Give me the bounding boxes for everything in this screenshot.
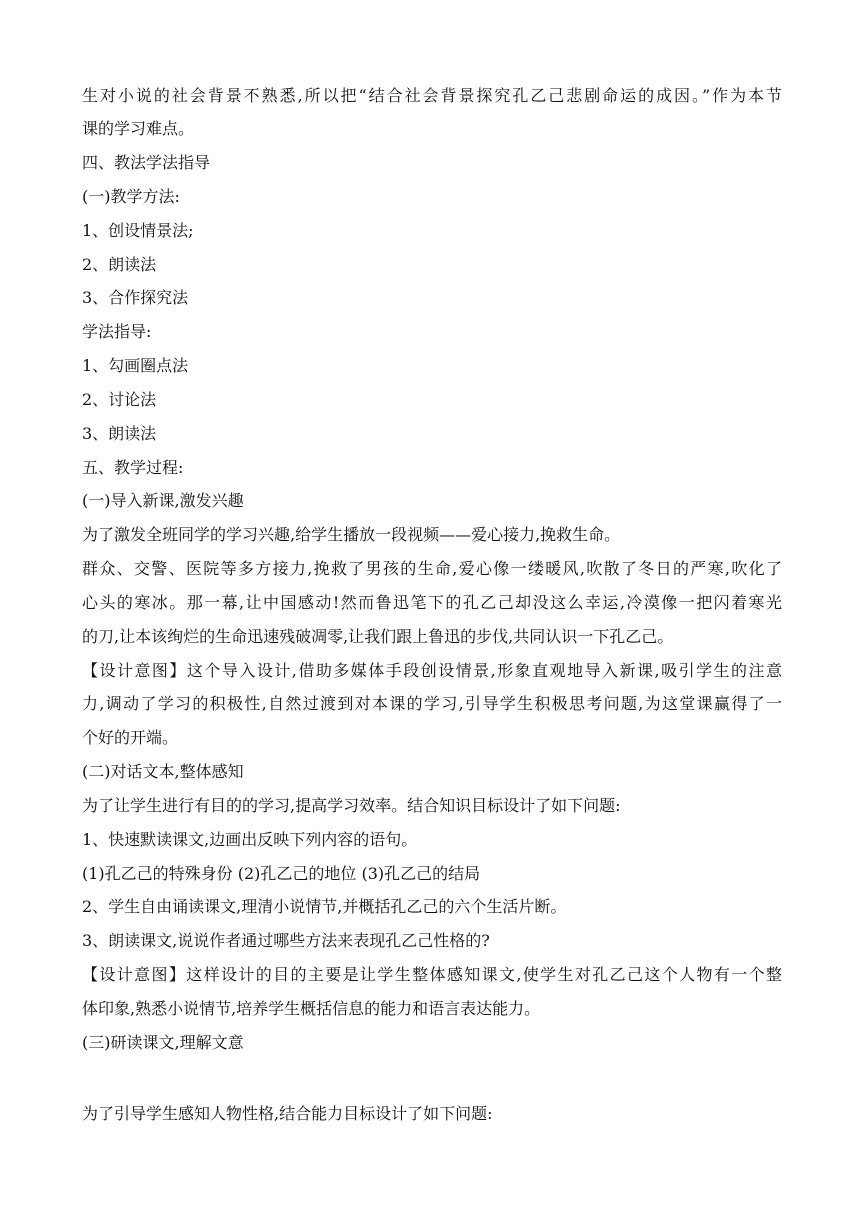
list-item: 1、勾画圈点法: [82, 356, 189, 375]
paragraph-line: 心头的寒冰。那一幕,让中国感动!然而鲁迅笔下的孔乙己却没这么幸运,冷漠像一把闪着寒光: [82, 593, 782, 612]
design-intent-line: 【设计意图】这个导入设计,借助多媒体手段创设情景,形象直观地导入新课,吸引学生的注意: [82, 661, 782, 680]
paragraph-line: 力,调动了学习的积极性,自然过渡到对本课的学习,引导学生积极思考问题,为这堂课赢得了一: [82, 694, 782, 713]
subsection-heading: (一)导入新课,激发兴趣: [82, 491, 244, 510]
list-item: 2、讨论法: [82, 390, 157, 409]
list-item: 3、合作探究法: [82, 288, 189, 307]
list-item: 1、创设情景法;: [82, 221, 194, 240]
list-item: 2、学生自由诵读课文,理清小说情节,并概括孔乙己的六个生活片断。: [82, 897, 567, 916]
paragraph-line: 生对小说的社会背景不熟悉,所以把“结合社会背景探究孔乙己悲剧命运的成因。”作为本节: [82, 86, 782, 105]
design-intent-line: 【设计意图】这样设计的目的主要是让学生整体感知课文,使学生对孔乙己这个人物有一个整: [82, 965, 782, 984]
paragraph-line: 群众、交警、医院等多方接力,挽救了男孩的生命,爱心像一缕暖风,吹散了冬日的严寒,吹化了: [82, 559, 782, 578]
subsection-heading: (三)研读课文,理解文意: [82, 1033, 244, 1052]
paragraph-line: 为了引导学生感知人物性格,结合能力目标设计了如下问题:: [82, 1104, 493, 1123]
paragraph-line: 个好的开端。: [82, 728, 179, 747]
list-item: (1)孔乙己的特殊身份 (2)孔乙己的地位 (3)孔乙己的结局: [82, 864, 481, 883]
list-item: 1、快速默读课文,边画出反映下列内容的语句。: [82, 830, 418, 849]
paragraph-line: 为了让学生进行有目的的学习,提高学习效率。结合知识目标设计了如下问题:: [82, 796, 621, 815]
list-item: 2、朗读法: [82, 255, 157, 274]
paragraph-line: 课的学习难点。: [82, 119, 195, 138]
list-item: 3、朗读法: [82, 424, 157, 443]
subsection-heading: 学法指导:: [82, 322, 152, 341]
subsection-heading: (二)对话文本,整体感知: [82, 762, 244, 781]
section-heading: 五、教学过程:: [82, 458, 184, 477]
section-heading: 四、教法学法指导: [82, 153, 211, 172]
list-item: 3、朗读课文,说说作者通过哪些方法来表现孔乙己性格的?: [82, 931, 490, 950]
paragraph-line: 体印象,熟悉小说情节,培养学生概括信息的能力和语言表达能力。: [82, 999, 541, 1018]
subsection-heading: (一)教学方法:: [82, 187, 180, 206]
paragraph-line: 为了激发全班同学的学习兴趣,给学生播放一段视频——爱心接力,挽救生命。: [82, 525, 621, 544]
paragraph-line: 的刀,让本该绚烂的生命迅速残破凋零,让我们跟上鲁迅的步伐,共同认识一下孔乙己。: [82, 627, 674, 646]
